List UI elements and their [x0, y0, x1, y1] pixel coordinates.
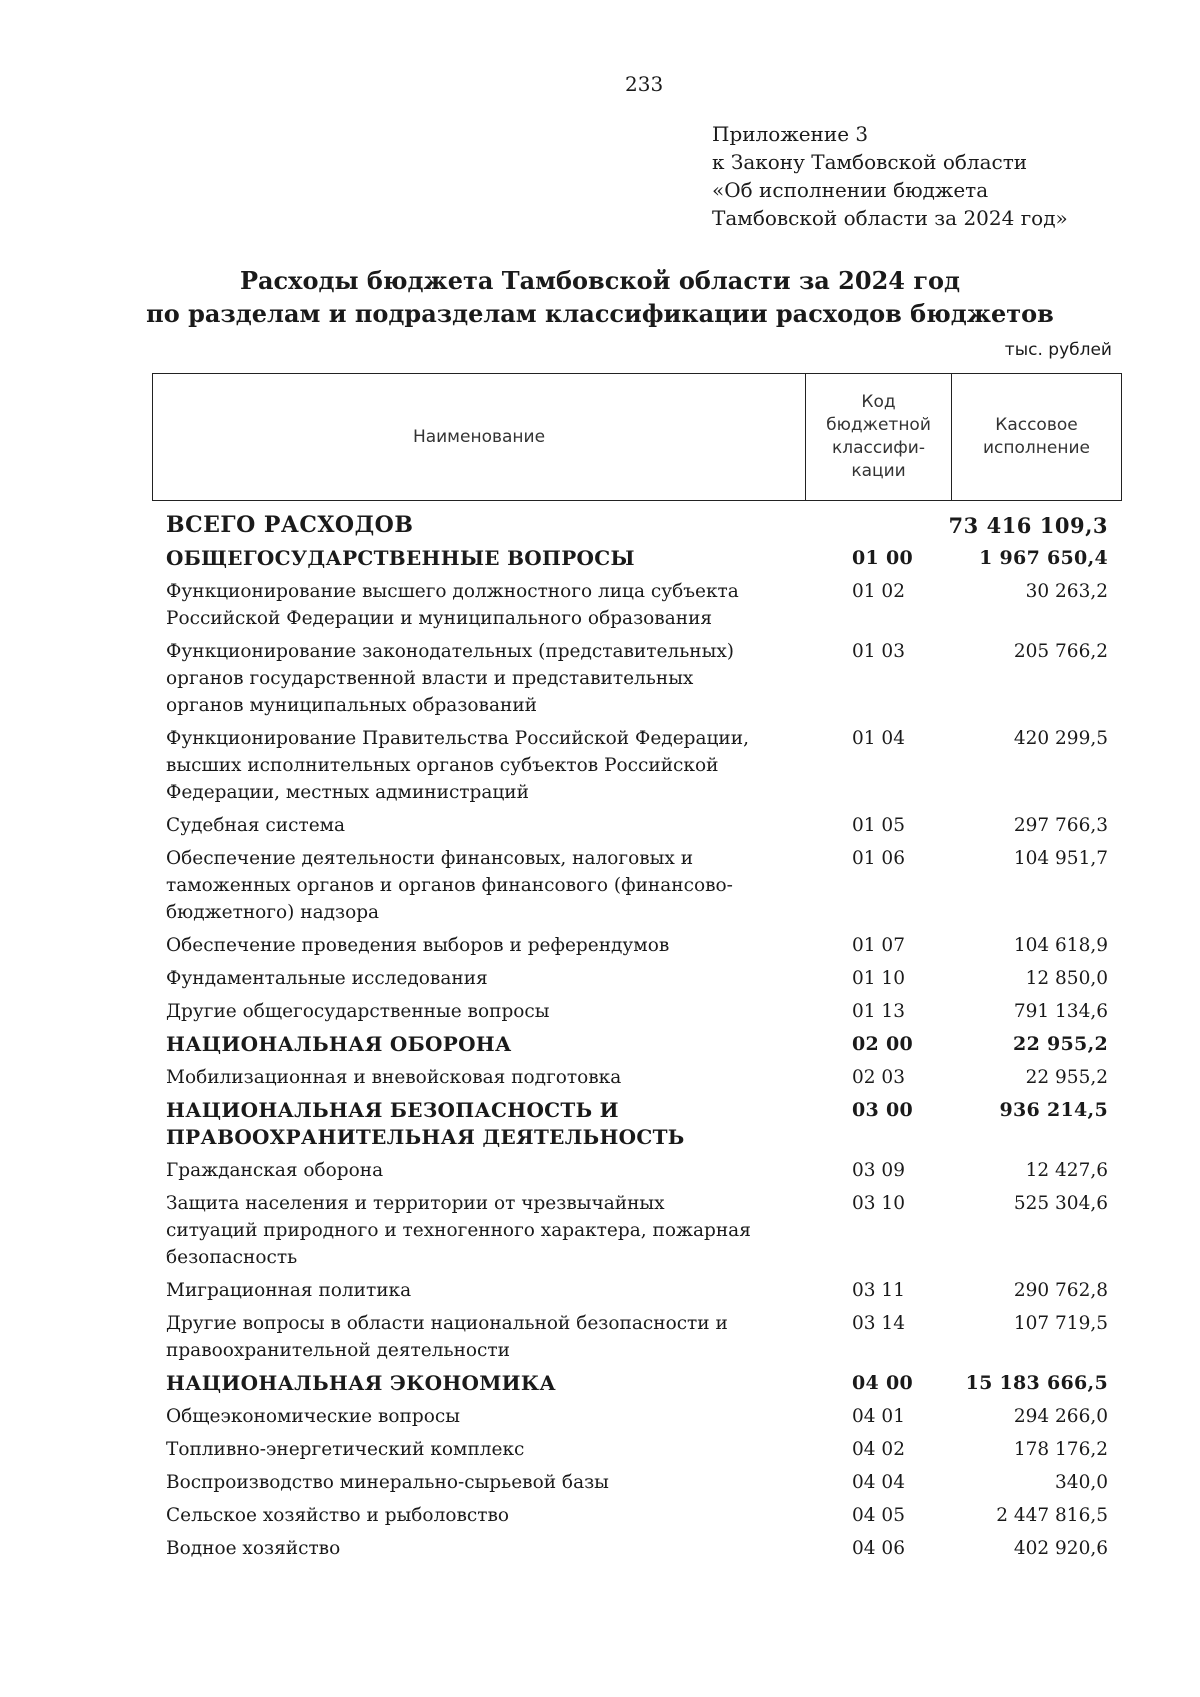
- row-code: 03 14: [852, 1313, 905, 1334]
- row-name: НАЦИОНАЛЬНАЯ ЭКОНОМИКА: [166, 1371, 556, 1395]
- row-name: Общеэкономические вопросы: [166, 1406, 460, 1427]
- header-code-cell: [806, 374, 952, 500]
- table-row: [0, 1502, 1200, 1535]
- row-code: 04 05: [852, 1505, 905, 1526]
- row-code: 04 06: [852, 1538, 905, 1559]
- row-name: ВСЕГО РАСХОДОВ: [166, 512, 414, 538]
- row-amount: 290 762,8: [1013, 1280, 1108, 1301]
- row-amount: 420 299,5: [1013, 728, 1108, 749]
- row-amount: 178 176,2: [1013, 1439, 1108, 1460]
- row-name: НАЦИОНАЛЬНАЯ ОБОРОНА: [166, 1032, 512, 1056]
- row-code: 01 10: [852, 968, 905, 989]
- table-row: [0, 1436, 1200, 1469]
- row-code: 01 00: [852, 547, 913, 569]
- row-code: 01 13: [852, 1001, 905, 1022]
- row-name: Функционирование Правительства Российской Федерации, высших исполнительных органов субъектов Российской Федерации, местных администраций: [166, 728, 749, 803]
- row-amount: 15 183 666,5: [965, 1372, 1108, 1394]
- row-amount: 791 134,6: [1013, 1001, 1108, 1022]
- table-row: [0, 1031, 1200, 1064]
- row-code: 03 09: [852, 1160, 905, 1181]
- header-code-line: Код: [861, 392, 896, 412]
- header-amount-line: Кассовое: [995, 415, 1078, 435]
- row-code: 01 07: [852, 935, 905, 956]
- table-row: [0, 512, 1200, 545]
- units-label: тыс. рублей: [1004, 340, 1112, 360]
- header-code-line: классифи-: [831, 438, 925, 458]
- table-row: [0, 1469, 1200, 1502]
- table-header: [152, 373, 1122, 501]
- row-code: 01 06: [852, 848, 905, 869]
- row-name: Судебная система: [166, 815, 346, 836]
- title-line-2: по разделам и подразделам классификации расходов бюджетов: [146, 299, 1054, 328]
- row-amount: 1 967 650,4: [979, 547, 1108, 569]
- table-row: [0, 725, 1200, 812]
- table-row: [0, 998, 1200, 1031]
- row-amount: 12 850,0: [1025, 968, 1108, 989]
- table-row: [0, 638, 1200, 725]
- table-row: [0, 1157, 1200, 1190]
- row-code: 04 00: [852, 1372, 913, 1394]
- row-name: Фундаментальные исследования: [166, 968, 488, 989]
- row-name: Воспроизводство минерально-сырьевой базы: [166, 1472, 609, 1493]
- row-name: Другие вопросы в области национальной безопасности и правоохранительной деятельности: [166, 1313, 728, 1361]
- row-name: Мобилизационная и вневойсковая подготовка: [166, 1067, 622, 1088]
- row-amount: 294 266,0: [1013, 1406, 1108, 1427]
- table-row: [0, 1535, 1200, 1568]
- page-number: 233: [625, 72, 664, 96]
- row-amount: 22 955,2: [1013, 1033, 1108, 1055]
- row-code: 04 01: [852, 1406, 905, 1427]
- table-row: [0, 965, 1200, 998]
- table-row: [0, 845, 1200, 932]
- row-name: Сельское хозяйство и рыболовство: [166, 1505, 510, 1526]
- row-amount: 107 719,5: [1013, 1313, 1108, 1334]
- row-code: 02 00: [852, 1033, 913, 1055]
- table-row: [0, 1310, 1200, 1370]
- table-row: [0, 1064, 1200, 1097]
- table-row: [0, 1403, 1200, 1436]
- appendix-line: «Об исполнении бюджета: [712, 178, 989, 202]
- row-amount: 2 447 816,5: [996, 1505, 1108, 1526]
- row-amount: 297 766,3: [1013, 815, 1108, 836]
- title-line-1: Расходы бюджета Тамбовской области за 2024 год: [239, 266, 961, 295]
- row-code: 02 03: [852, 1067, 905, 1088]
- table-row: [0, 1097, 1200, 1157]
- table-row: [0, 1190, 1200, 1277]
- table-row: [0, 1277, 1200, 1310]
- row-code: 04 04: [852, 1472, 905, 1493]
- row-name: Гражданская оборона: [166, 1160, 384, 1181]
- table-row: [0, 545, 1200, 578]
- header-name-cell: [153, 374, 806, 500]
- header-code-line: кации: [851, 461, 906, 481]
- row-code: 01 04: [852, 728, 905, 749]
- row-code: 01 03: [852, 641, 905, 662]
- header-code-line: бюджетной: [826, 415, 931, 435]
- document-title: [0, 264, 1200, 330]
- row-name: ОБЩЕГОСУДАРСТВЕННЫЕ ВОПРОСЫ: [166, 546, 635, 570]
- table-row: [0, 1370, 1200, 1403]
- header-amount-cell: [952, 374, 1121, 500]
- row-name: Водное хозяйство: [166, 1538, 341, 1559]
- row-code: 03 00: [852, 1099, 913, 1121]
- row-amount: 73 416 109,3: [948, 513, 1108, 538]
- row-amount: 30 263,2: [1025, 581, 1108, 602]
- appendix-line: к Закону Тамбовской области: [712, 150, 1028, 174]
- row-amount: 936 214,5: [999, 1099, 1108, 1121]
- row-name: Другие общегосударственные вопросы: [166, 1001, 550, 1022]
- header-name: Наименование: [412, 426, 546, 447]
- row-code: 04 02: [852, 1439, 905, 1460]
- table-row: [0, 932, 1200, 965]
- appendix-block: [712, 120, 1068, 232]
- row-name: Обеспечение деятельности финансовых, налоговых и таможенных органов и органов финансового (финансово-бюджетного) надзора: [166, 848, 733, 923]
- table-row: [0, 578, 1200, 638]
- row-name: Топливно-энергетический комплекс: [166, 1439, 525, 1460]
- appendix-line: Тамбовской области за 2024 год»: [712, 206, 1068, 230]
- row-name: Защита населения и территории от чрезвычайных ситуаций природного и техногенного характера, пожарная безопасность: [166, 1193, 751, 1268]
- header-amount-line: исполнение: [983, 438, 1090, 458]
- row-name: Функционирование законодательных (представительных) органов государственной власти и представительных органов муниципальных образований: [166, 641, 734, 716]
- row-amount: 12 427,6: [1025, 1160, 1108, 1181]
- table-body: [0, 512, 1200, 1568]
- row-amount: 22 955,2: [1025, 1067, 1108, 1088]
- row-code: 03 10: [852, 1193, 905, 1214]
- row-amount: 402 920,6: [1013, 1538, 1108, 1559]
- row-code: 01 05: [852, 815, 905, 836]
- row-amount: 104 951,7: [1013, 848, 1108, 869]
- row-code: 01 02: [852, 581, 905, 602]
- row-amount: 525 304,6: [1013, 1193, 1108, 1214]
- row-amount: 104 618,9: [1013, 935, 1108, 956]
- table-row: [0, 812, 1200, 845]
- row-amount: 340,0: [1055, 1472, 1108, 1493]
- appendix-line: Приложение 3: [712, 122, 869, 146]
- row-name: Функционирование высшего должностного лица субъекта Российской Федерации и муниципального образования: [166, 581, 739, 629]
- row-amount: 205 766,2: [1013, 641, 1108, 662]
- row-name: Обеспечение проведения выборов и референдумов: [166, 935, 670, 956]
- row-name: НАЦИОНАЛЬНАЯ БЕЗОПАСНОСТЬ И ПРАВООХРАНИТЕЛЬНАЯ ДЕЯТЕЛЬНОСТЬ: [166, 1098, 685, 1149]
- row-code: 03 11: [852, 1280, 905, 1301]
- row-name: Миграционная политика: [166, 1280, 412, 1301]
